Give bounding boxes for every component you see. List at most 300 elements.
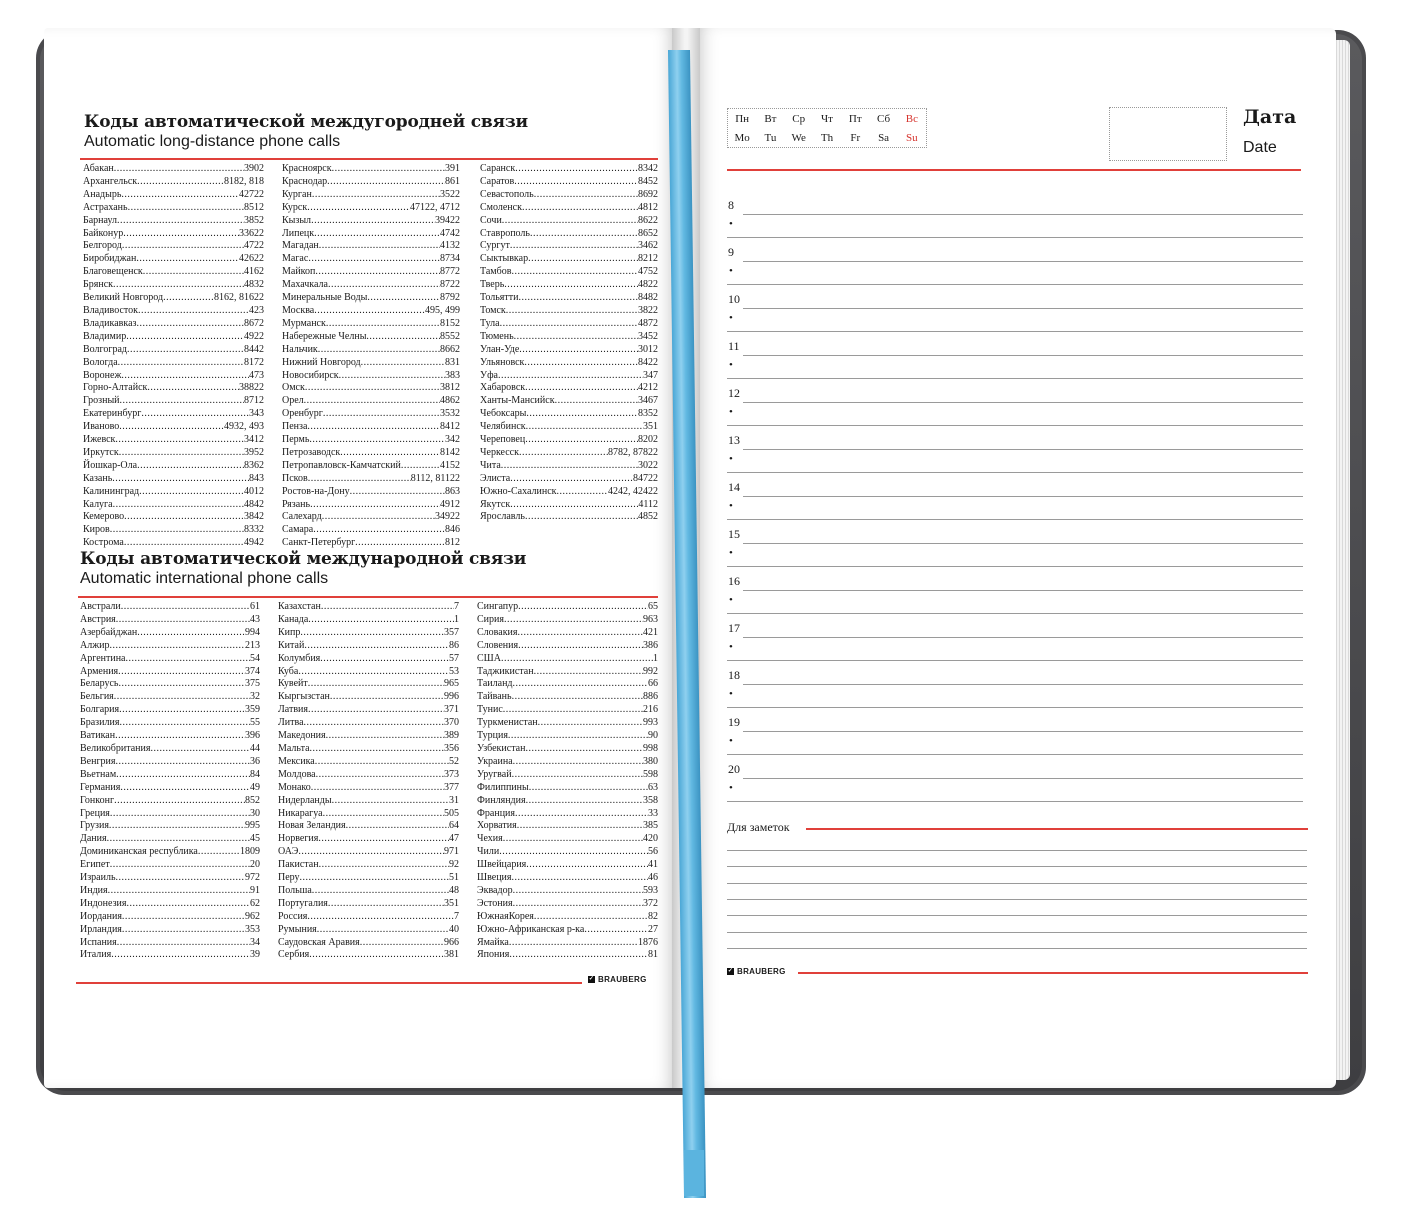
dial-code: 34922 — [435, 511, 460, 523]
code-row — [480, 189, 658, 202]
leader-dots — [500, 318, 638, 331]
code-row — [80, 949, 260, 962]
place-name: Австрали — [80, 601, 121, 612]
ruled-line — [727, 850, 1307, 851]
leader-dots — [501, 460, 638, 473]
place-name: Монако — [278, 781, 311, 793]
place-name: Китай — [278, 639, 305, 651]
dial-code: 39 — [250, 949, 260, 961]
code-row — [480, 240, 658, 253]
leader-dots — [318, 344, 440, 357]
place-name: Южно-Африканская р-ка — [477, 923, 585, 935]
leader-dots — [514, 176, 638, 189]
code-row — [480, 370, 658, 383]
dial-code: 598 — [643, 768, 658, 780]
leader-dots — [120, 395, 244, 408]
dial-code: 852 — [245, 794, 260, 806]
leader-dots — [304, 395, 440, 408]
bullet-point: • — [729, 547, 733, 559]
hour-label: 12 — [728, 386, 740, 400]
code-row — [278, 820, 459, 833]
bullet-point: • — [729, 406, 733, 418]
place-name: Черкесск — [480, 446, 519, 458]
red-rule — [78, 596, 658, 598]
code-row — [282, 305, 460, 318]
dial-code: 8342 — [638, 163, 658, 174]
dial-code: 8172 — [244, 356, 264, 368]
code-row — [83, 499, 264, 512]
place-name: Хорватия — [477, 820, 517, 832]
leader-dots — [141, 408, 249, 421]
place-name: Тверь — [480, 279, 505, 291]
ruled-line — [727, 425, 1303, 426]
dial-code: 375 — [245, 678, 260, 690]
place-name: Пермь — [282, 434, 310, 446]
leader-dots — [510, 240, 638, 253]
place-name: Томск — [480, 304, 506, 316]
leader-dots — [147, 382, 239, 395]
code-row — [480, 266, 658, 279]
place-name: Великий Новгород — [83, 292, 164, 304]
place-name: Франция — [477, 807, 515, 819]
hour-label: 10 — [728, 292, 740, 306]
place-name: Тайвань — [477, 691, 512, 703]
code-row — [278, 678, 459, 691]
code-row — [278, 704, 459, 717]
leader-dots — [508, 730, 648, 743]
dial-code: 4152 — [440, 459, 460, 471]
leader-dots — [556, 486, 608, 499]
code-row — [278, 924, 459, 937]
code-row — [83, 240, 264, 253]
leader-dots — [309, 434, 445, 447]
dial-code: 4742 — [440, 227, 460, 239]
leader-dots — [117, 937, 250, 950]
leader-dots — [111, 949, 250, 962]
dial-code: 386 — [643, 639, 658, 651]
place-name: Москва — [282, 304, 315, 316]
weekday-ru-2[interactable]: Ср — [792, 112, 806, 125]
place-name: Швейцария — [477, 859, 527, 871]
leader-dots — [515, 808, 648, 821]
leader-dots — [538, 717, 643, 730]
ruled-line — [727, 566, 1303, 567]
dial-code: 8452 — [638, 175, 658, 187]
place-name: Санкт-Петербург — [282, 537, 356, 549]
place-name: Байконур — [83, 227, 124, 239]
ribbon-end — [684, 1150, 704, 1196]
leader-dots — [526, 421, 643, 434]
ruled-line — [727, 866, 1307, 867]
place-name: Якутск — [480, 498, 511, 510]
leader-dots — [327, 176, 445, 189]
dial-code: 863 — [445, 485, 460, 497]
code-row — [83, 318, 264, 331]
code-row — [282, 215, 460, 228]
place-name: Новая Зеландия — [278, 820, 346, 832]
dial-code: 57 — [449, 652, 459, 664]
leader-dots — [518, 627, 644, 640]
code-row — [282, 292, 460, 305]
leader-dots — [509, 949, 648, 962]
hour-label: 16 — [728, 574, 740, 588]
code-row — [282, 202, 460, 215]
dial-code: 3462 — [638, 240, 658, 252]
place-name: Махачкала — [282, 279, 328, 291]
place-name: Магадан — [282, 240, 319, 252]
dial-code: 53 — [449, 665, 459, 677]
place-name: Краснодар — [282, 175, 328, 187]
leader-dots — [323, 408, 440, 421]
weekday-ru-3[interactable]: Чт — [821, 112, 833, 125]
leader-dots — [113, 279, 244, 292]
dial-code: 33622 — [239, 227, 264, 239]
leader-dots — [555, 395, 638, 408]
leader-dots — [350, 486, 445, 499]
code-row — [278, 653, 459, 666]
dial-code: 831 — [445, 356, 460, 368]
dial-code: 7 — [454, 910, 459, 922]
bullet-point: • — [729, 265, 733, 277]
place-name: Украина — [477, 755, 513, 767]
ruled-line — [743, 590, 1303, 591]
code-row — [278, 833, 459, 846]
place-name: Тольятти — [480, 292, 519, 304]
code-row — [477, 872, 658, 885]
weekday-en-1[interactable]: Tu — [764, 131, 777, 144]
dial-code: 64 — [449, 820, 459, 832]
leader-dots — [308, 678, 444, 691]
place-name: Сочи — [480, 214, 502, 226]
hour-label: 9 — [728, 245, 734, 259]
dial-code: 4932, 493 — [224, 421, 264, 433]
leader-dots — [117, 215, 244, 228]
leader-dots — [317, 924, 449, 937]
code-row — [83, 279, 264, 292]
date-label-ru: Дата — [1243, 106, 1297, 128]
code-row — [80, 769, 260, 782]
place-name: Индонезия — [80, 897, 127, 909]
leader-dots — [307, 911, 454, 924]
dial-code: 30 — [250, 807, 260, 819]
leader-dots — [116, 614, 250, 627]
dial-code: 51 — [449, 872, 459, 884]
leader-dots — [502, 215, 638, 228]
leader-dots — [314, 305, 425, 318]
place-name: Армения — [80, 665, 119, 677]
leader-dots — [308, 704, 444, 717]
dial-code: 8652 — [638, 227, 658, 239]
dial-code: 3952 — [244, 446, 264, 458]
place-name: Тамбов — [480, 266, 512, 278]
dial-code: 36 — [250, 755, 260, 767]
leader-dots — [326, 318, 440, 331]
ruled-line — [727, 754, 1303, 755]
long-distance-title-ru: Коды автоматической междугородней связи — [84, 112, 528, 132]
place-name: Иордания — [80, 910, 122, 922]
code-row — [278, 666, 459, 679]
place-name: Мексика — [278, 755, 315, 767]
place-name: Таджикистан — [477, 665, 534, 677]
leader-dots — [360, 937, 444, 950]
leader-dots — [308, 473, 411, 486]
leader-dots — [143, 266, 244, 279]
dial-code: 421 — [643, 626, 658, 638]
leader-dots — [163, 292, 214, 305]
place-name: Белгород — [83, 240, 122, 252]
code-row — [480, 434, 658, 447]
hour-label: 20 — [728, 762, 740, 776]
code-row — [278, 846, 459, 859]
ruled-line — [743, 684, 1303, 685]
place-name: Беларусь — [80, 678, 119, 690]
code-row — [477, 653, 658, 666]
code-row — [278, 614, 459, 627]
leader-dots — [503, 704, 643, 717]
dial-code: 965 — [444, 678, 459, 690]
code-row — [83, 357, 264, 370]
place-name: Италия — [80, 949, 112, 961]
leader-dots — [120, 782, 250, 795]
place-name: Россия — [278, 910, 308, 922]
leader-dots — [137, 460, 244, 473]
place-name: Мурманск — [282, 317, 326, 329]
bullet-point: • — [729, 782, 733, 794]
dial-code: 47122, 4712 — [410, 201, 460, 213]
hour-label: 17 — [728, 621, 740, 635]
dial-code: 380 — [643, 755, 658, 767]
leader-dots — [316, 769, 444, 782]
code-row — [477, 859, 658, 872]
dial-code: 351 — [444, 897, 459, 909]
ruled-line — [743, 637, 1303, 638]
code-row — [80, 795, 260, 808]
leader-dots — [312, 189, 440, 202]
dial-code: 45 — [250, 833, 260, 845]
place-name: Екатеринбург — [83, 408, 142, 420]
place-name: Кыргызстан — [278, 691, 330, 703]
place-name: Чебоксары — [480, 408, 527, 420]
code-row — [278, 949, 459, 962]
place-name: Вологда — [83, 356, 118, 368]
place-name: Иваново — [83, 421, 120, 433]
place-name: Пакистан — [278, 859, 319, 871]
weekday-en-2[interactable]: We — [791, 131, 806, 144]
dial-code: 381 — [444, 949, 459, 961]
long-distance-column-3 — [480, 163, 658, 524]
leader-dots — [328, 898, 444, 911]
place-name: Болгария — [80, 704, 120, 716]
code-row — [477, 614, 658, 627]
place-name: Рязань — [282, 498, 311, 510]
dial-code: 8772 — [440, 266, 460, 278]
leader-dots — [312, 885, 449, 898]
dial-code: 351 — [643, 421, 658, 433]
leader-dots — [300, 872, 449, 885]
page-stack — [1334, 40, 1350, 1080]
dial-code: 846 — [445, 524, 460, 536]
dial-code: 385 — [643, 820, 658, 832]
weekday-en-5[interactable]: Sa — [878, 131, 890, 144]
leader-dots — [308, 253, 440, 266]
leader-dots — [499, 846, 648, 859]
code-row — [282, 499, 460, 512]
place-name: Австрия — [80, 613, 116, 625]
weekday-ru-5[interactable]: Сб — [877, 112, 891, 125]
leader-dots — [198, 846, 240, 859]
place-name: ОАЭ — [278, 846, 299, 858]
dial-code: 8422 — [638, 356, 658, 368]
code-row — [278, 808, 459, 821]
leader-dots — [113, 499, 244, 512]
place-name: Словения — [477, 639, 519, 651]
code-row — [477, 743, 658, 756]
place-name: Псков — [282, 472, 308, 484]
international-title-en: Automatic international phone calls — [80, 570, 329, 587]
place-name: Хабаровск — [480, 382, 526, 394]
place-name: Уфа — [480, 369, 498, 381]
code-row — [80, 924, 260, 937]
code-row — [477, 937, 658, 950]
code-row — [80, 937, 260, 950]
leader-dots — [298, 846, 444, 859]
place-name: Севастополь — [480, 188, 534, 200]
dial-code: 82 — [648, 910, 658, 922]
notes-label: Для заметок — [727, 820, 790, 834]
code-row — [480, 357, 658, 370]
code-row — [278, 601, 459, 614]
place-name: Кострома — [83, 537, 124, 549]
code-row — [477, 885, 658, 898]
leader-dots — [305, 382, 440, 395]
ruled-line — [727, 915, 1307, 916]
code-row — [80, 743, 260, 756]
weekday-ru-0[interactable]: Пн — [735, 112, 750, 125]
leader-dots — [127, 344, 244, 357]
place-name: Сербия — [278, 949, 310, 961]
dial-code: 843 — [249, 472, 264, 484]
code-row — [80, 666, 260, 679]
hour-label: 11 — [728, 339, 740, 353]
leader-dots — [115, 730, 245, 743]
code-row — [83, 163, 264, 176]
dial-code: 31 — [449, 794, 459, 806]
place-name: Омск — [282, 382, 305, 394]
code-row — [480, 499, 658, 512]
code-row — [278, 872, 459, 885]
place-name: Ижевск — [83, 434, 116, 446]
weekday-en-4[interactable]: Fr — [850, 131, 861, 144]
place-name: Новосибирск — [282, 369, 339, 381]
place-name: Калининград — [83, 485, 140, 497]
code-row — [83, 434, 264, 447]
place-name: Кызыл — [282, 214, 312, 226]
place-name: Курган — [282, 188, 312, 200]
code-row — [477, 678, 658, 691]
ruled-line — [727, 284, 1303, 285]
leader-dots — [110, 524, 244, 537]
code-row — [83, 486, 264, 499]
dial-code: 90 — [648, 730, 658, 742]
code-row — [282, 486, 460, 499]
code-row — [480, 382, 658, 395]
leader-dots — [506, 305, 638, 318]
leader-dots — [119, 447, 244, 460]
weekday-en-0[interactable]: Mo — [734, 131, 750, 144]
code-row — [477, 627, 658, 640]
place-name: Петропавловск-Камчатский — [282, 459, 401, 471]
leader-dots — [112, 473, 249, 486]
place-name: Калуга — [83, 498, 113, 510]
place-name: Алжир — [80, 639, 110, 651]
dial-code: 55 — [250, 717, 260, 729]
code-row — [480, 331, 658, 344]
place-name: Горно-Алтайск — [83, 382, 148, 394]
place-name: Ватикан — [80, 730, 116, 742]
dial-code: 3452 — [638, 330, 658, 342]
leader-dots — [498, 370, 643, 383]
code-row — [83, 253, 264, 266]
code-row — [278, 756, 459, 769]
place-name: Турция — [477, 730, 508, 742]
leader-dots — [515, 163, 638, 176]
code-row — [80, 898, 260, 911]
dial-code: 995 — [245, 820, 260, 832]
dial-code: 347 — [643, 369, 658, 381]
place-name: Израиль — [80, 872, 116, 884]
dial-code: 3022 — [638, 459, 658, 471]
international-column-1 — [80, 601, 260, 962]
dial-code: 47 — [449, 833, 459, 845]
place-name: Литва — [278, 717, 304, 729]
dial-code: 4842 — [244, 498, 264, 510]
place-name: Южно-Сахалинск — [480, 485, 557, 497]
leader-dots — [367, 292, 440, 305]
ruled-line — [743, 308, 1303, 309]
weekday-ru-4[interactable]: Пт — [848, 112, 862, 125]
place-name: Латвия — [278, 704, 309, 716]
dial-code: 38822 — [239, 382, 264, 394]
dial-code: 4162 — [244, 266, 264, 278]
code-row — [282, 408, 460, 421]
weekday-en-6[interactable]: Su — [906, 131, 918, 144]
dial-code: 1809 — [240, 846, 260, 858]
dial-code: 8672 — [244, 317, 264, 329]
ruled-line — [727, 237, 1303, 238]
ruled-line — [743, 402, 1303, 403]
ruled-line — [743, 496, 1303, 497]
dial-code: 992 — [643, 665, 658, 677]
place-name: Астрахань — [83, 201, 128, 213]
dial-code: 213 — [245, 639, 260, 651]
leader-dots — [315, 266, 440, 279]
code-row — [83, 408, 264, 421]
code-row — [80, 640, 260, 653]
code-row — [83, 292, 264, 305]
weekday-ru-6[interactable]: Вс — [905, 112, 918, 125]
place-name: Абакан — [83, 163, 114, 174]
leader-dots — [121, 370, 249, 383]
weekday-en-3[interactable]: Th — [820, 131, 834, 144]
weekday-ru-1[interactable]: Вт — [764, 112, 777, 125]
code-row — [80, 717, 260, 730]
code-row — [278, 743, 459, 756]
place-name: Португалия — [278, 897, 328, 909]
date-label-en: Date — [1243, 139, 1277, 156]
leader-dots — [123, 228, 239, 241]
dial-code: 4822 — [638, 279, 658, 291]
code-row — [477, 769, 658, 782]
